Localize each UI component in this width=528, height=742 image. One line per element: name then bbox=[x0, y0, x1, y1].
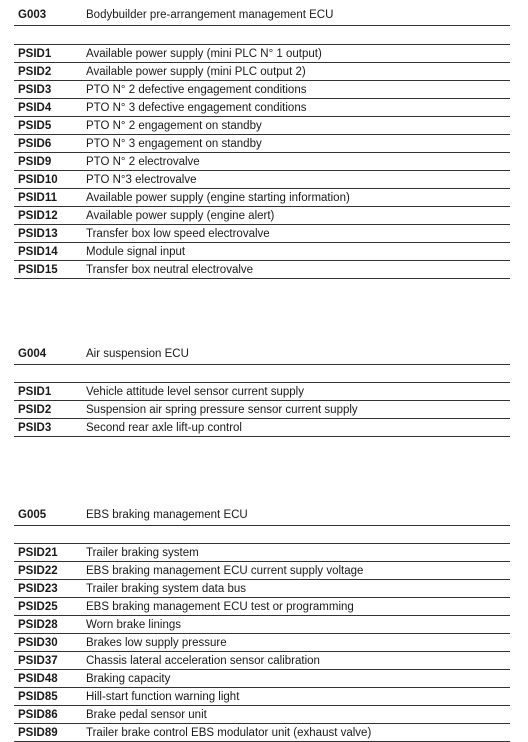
psid-code: PSID30 bbox=[18, 637, 58, 649]
group-code: G004 bbox=[18, 348, 47, 360]
group-header bbox=[14, 342, 510, 365]
psid-code: PSID11 bbox=[18, 192, 57, 204]
psid-description: Available power supply (engine starting information) bbox=[86, 192, 350, 204]
table-row bbox=[14, 652, 510, 670]
psid-description: PTO N° 2 electrovalve bbox=[86, 156, 200, 168]
psid-code: PSID4 bbox=[18, 102, 52, 114]
code-list bbox=[14, 44, 510, 279]
table-row bbox=[14, 189, 510, 207]
psid-description: Suspension air spring pressure sensor current supply bbox=[86, 404, 358, 416]
psid-code: PSID86 bbox=[18, 709, 58, 721]
psid-description: Transfer box low speed electrovalve bbox=[86, 228, 270, 240]
table-row bbox=[14, 225, 510, 243]
code-list bbox=[14, 382, 510, 437]
table-row bbox=[14, 670, 510, 688]
psid-code: PSID21 bbox=[18, 547, 58, 559]
psid-code: PSID2 bbox=[18, 404, 52, 416]
group-title: EBS braking management ECU bbox=[86, 509, 248, 521]
table-row bbox=[14, 544, 510, 562]
psid-code: PSID2 bbox=[18, 66, 52, 78]
psid-description: EBS braking management ECU current supply voltage bbox=[86, 565, 364, 577]
table-row bbox=[14, 724, 510, 742]
table-row bbox=[14, 688, 510, 706]
psid-code: PSID3 bbox=[18, 84, 52, 96]
table-row bbox=[14, 153, 510, 171]
psid-code: PSID1 bbox=[18, 386, 52, 398]
table-row bbox=[14, 706, 510, 724]
psid-description: PTO N°3 electrovalve bbox=[86, 174, 197, 186]
psid-code: PSID3 bbox=[18, 422, 52, 434]
psid-description: Available power supply (mini PLC N° 1 output) bbox=[86, 48, 322, 60]
table-row bbox=[14, 401, 510, 419]
psid-description: Chassis lateral acceleration sensor calibration bbox=[86, 655, 320, 667]
psid-description: EBS braking management ECU test or programming bbox=[86, 601, 354, 613]
table-row bbox=[14, 171, 510, 189]
table-row bbox=[14, 135, 510, 153]
psid-code: PSID6 bbox=[18, 138, 52, 150]
group-code: G005 bbox=[18, 509, 47, 521]
psid-code: PSID25 bbox=[18, 601, 58, 613]
group-g003 bbox=[14, 3, 510, 279]
group-title: Air suspension ECU bbox=[86, 348, 189, 360]
psid-description: Worn brake linings bbox=[86, 619, 182, 631]
psid-description: Transfer box neutral electrovalve bbox=[86, 264, 254, 276]
psid-code: PSID28 bbox=[18, 619, 58, 631]
table-row bbox=[14, 63, 510, 81]
psid-description: Trailer braking system bbox=[86, 547, 199, 559]
psid-description: Brake pedal sensor unit bbox=[86, 709, 207, 721]
psid-description: Hill-start function warning light bbox=[86, 691, 240, 703]
psid-description: Trailer braking system data bus bbox=[86, 583, 247, 595]
psid-description: PTO N° 3 defective engagement conditions bbox=[86, 102, 307, 114]
table-row bbox=[14, 598, 510, 616]
group-code: G003 bbox=[18, 9, 47, 21]
code-list bbox=[14, 543, 510, 742]
psid-description: Module signal input bbox=[86, 246, 186, 258]
table-row bbox=[14, 243, 510, 261]
psid-code: PSID1 bbox=[18, 48, 52, 60]
psid-code: PSID14 bbox=[18, 246, 58, 258]
psid-description: Brakes low supply pressure bbox=[86, 637, 227, 649]
psid-code: PSID9 bbox=[18, 156, 52, 168]
psid-description: PTO N° 3 engagement on standby bbox=[86, 138, 262, 150]
psid-description: Vehicle attitude level sensor current supply bbox=[86, 386, 304, 398]
table-row bbox=[14, 99, 510, 117]
psid-description: PTO N° 2 engagement on standby bbox=[86, 120, 262, 132]
psid-description: PTO N° 2 defective engagement conditions bbox=[86, 84, 307, 96]
table-row bbox=[14, 207, 510, 225]
psid-description: Available power supply (mini PLC output 2) bbox=[86, 66, 306, 78]
table-row bbox=[14, 419, 510, 437]
psid-code: PSID89 bbox=[18, 727, 58, 739]
group-header bbox=[14, 503, 510, 526]
group-header bbox=[14, 3, 510, 26]
table-row bbox=[14, 261, 510, 279]
table-row bbox=[14, 616, 510, 634]
table-row bbox=[14, 45, 510, 63]
table-row bbox=[14, 562, 510, 580]
psid-code: PSID23 bbox=[18, 583, 58, 595]
psid-description: Trailer brake control EBS modulator unit (exhaust valve) bbox=[86, 727, 372, 739]
group-title: Bodybuilder pre-arrangement management ECU bbox=[86, 9, 334, 21]
psid-description: Braking capacity bbox=[86, 673, 171, 685]
psid-description: Available power supply (engine alert) bbox=[86, 210, 275, 222]
psid-code: PSID10 bbox=[18, 174, 58, 186]
psid-code: PSID48 bbox=[18, 673, 58, 685]
table-row bbox=[14, 117, 510, 135]
psid-code: PSID12 bbox=[18, 210, 58, 222]
group-g004 bbox=[14, 342, 510, 437]
psid-code: PSID15 bbox=[18, 264, 58, 276]
psid-description: Second rear axle lift-up control bbox=[86, 422, 242, 434]
psid-code: PSID5 bbox=[18, 120, 52, 132]
table-row bbox=[14, 383, 510, 401]
psid-code: PSID22 bbox=[18, 565, 58, 577]
psid-code: PSID85 bbox=[18, 691, 58, 703]
psid-code: PSID37 bbox=[18, 655, 58, 667]
group-g005 bbox=[14, 503, 510, 742]
psid-code: PSID13 bbox=[18, 228, 58, 240]
table-row bbox=[14, 580, 510, 598]
table-row bbox=[14, 81, 510, 99]
table-row bbox=[14, 634, 510, 652]
